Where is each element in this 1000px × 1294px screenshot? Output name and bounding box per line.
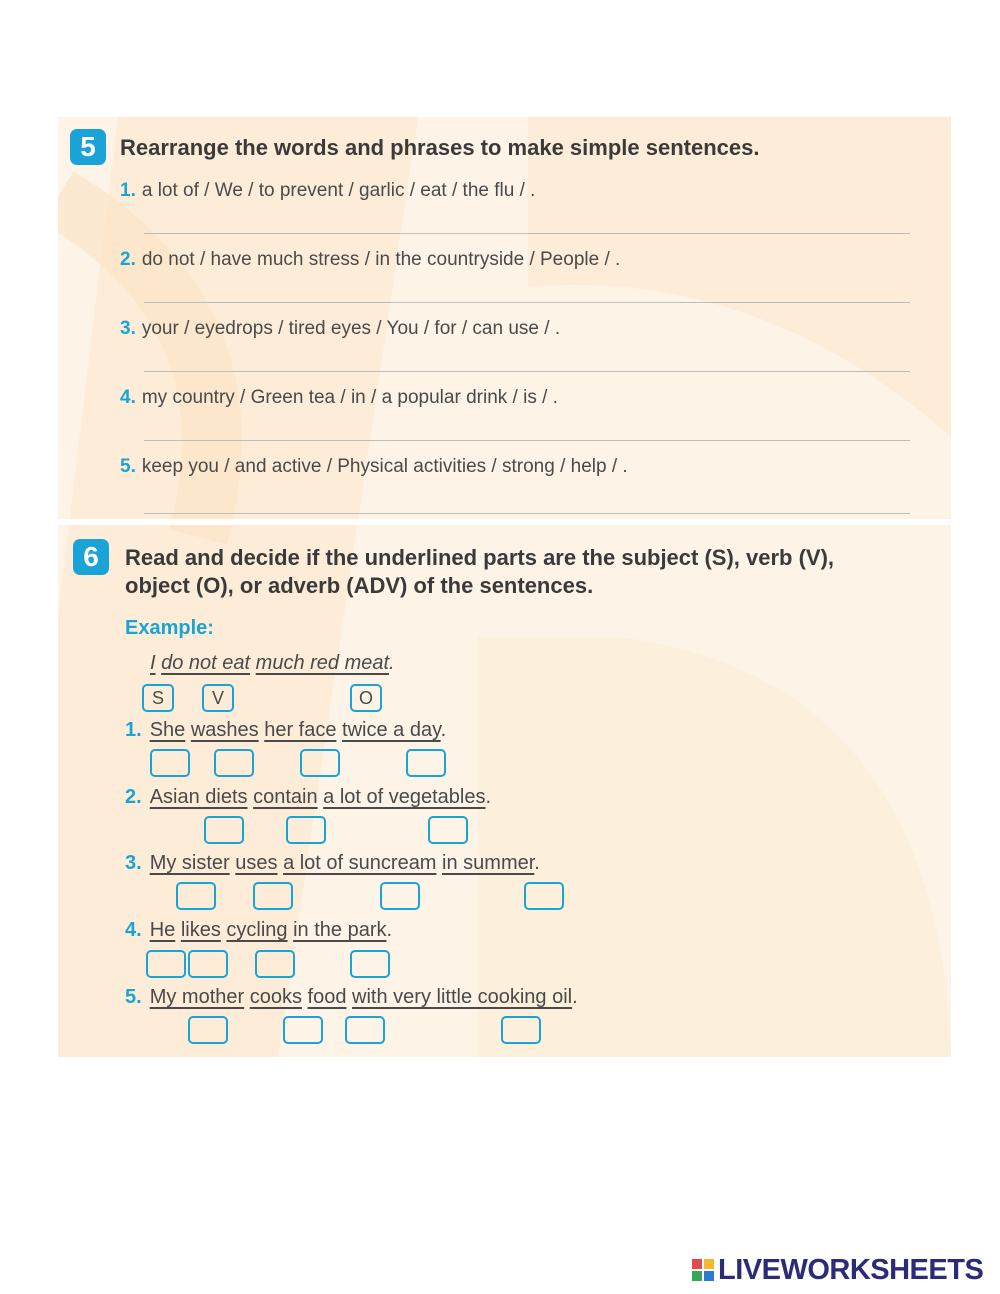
example-sentence [150,652,395,675]
ex5-answer-line-5[interactable] [144,513,910,514]
sentence-number: 4. [125,919,142,941]
s4-answer-box-2[interactable] [188,950,228,978]
ex5-item-1 [120,180,535,202]
sentence-part: He [149,919,176,941]
s2-answer-box-2[interactable] [286,816,326,844]
sentence-period: . [485,786,492,808]
exercise-6-instruction-line-1: Read and decide if the underlined parts are the subject (S), verb (V), [125,545,835,570]
sentence-part: My sister [149,852,230,874]
example-answer-box-2: V [202,684,234,712]
sentence-part: cycling [226,919,288,941]
sentence-part: contain [253,786,318,808]
s1-answer-box-3[interactable] [300,749,340,777]
item-number: 2. [120,249,136,270]
sentence-part: twice a day [342,719,441,741]
s2-answer-box-3[interactable] [428,816,468,844]
exercise-5-instruction: Rearrange the words and phrases to make simple sentences. [120,135,760,160]
s2-answer-box-1[interactable] [204,816,244,844]
item-number: 3. [120,318,136,339]
s4-answer-box-1[interactable] [146,950,186,978]
example-answer-box-1: S [142,684,174,712]
ex6-sentence-1 [125,719,446,742]
exercise-6-instruction-line-2: object (O), or adverb (ADV) of the sentences. [125,573,594,598]
sentence-number: 5. [125,986,142,1008]
ex5-item-2 [120,249,620,271]
s3-answer-box-4[interactable] [524,882,564,910]
sentence-part: cooks [249,986,302,1008]
ex5-answer-line-2[interactable] [144,302,910,303]
item-text: my country / Green tea / in / a popular drink / is / . [141,387,558,408]
sentence-part: She [149,719,186,741]
s5-answer-box-2[interactable] [283,1016,323,1044]
example-period: . [389,652,395,674]
sentence-part: a lot of vegetables [323,786,486,808]
ex6-sentence-2 [125,786,491,809]
example-answer-box-3: O [350,684,382,712]
section-divider [58,519,951,525]
item-text: a lot of / We / to prevent / garlic / eat / the flu / . [141,180,536,201]
sentence-number: 2. [125,786,142,808]
s4-answer-box-3[interactable] [255,950,295,978]
sentence-part: My mother [149,986,245,1008]
ex5-answer-line-4[interactable] [144,440,910,441]
exercise-6-badge: 6 [73,539,109,575]
example-label: Example: [125,617,214,639]
ex5-answer-line-1[interactable] [144,233,910,234]
ex6-sentence-5 [125,986,578,1009]
s1-answer-box-4[interactable] [406,749,446,777]
item-number: 1. [120,180,136,201]
sentence-period: . [534,852,540,874]
s1-answer-box-2[interactable] [214,749,254,777]
liveworksheets-logo[interactable] [692,1252,983,1288]
ex5-answer-line-3[interactable] [144,371,910,372]
sentence-period: . [386,919,393,941]
ex6-sentence-4 [125,919,392,942]
s3-answer-box-1[interactable] [176,882,216,910]
s1-answer-box-1[interactable] [150,749,190,777]
example-part-subject: I [150,652,156,674]
exercise-5-badge: 5 [70,129,106,165]
sentence-part: a lot of suncream [283,852,437,874]
s3-answer-box-3[interactable] [380,882,420,910]
s5-answer-box-1[interactable] [188,1016,228,1044]
s3-answer-box-2[interactable] [253,882,293,910]
sentence-part: in summer [442,852,535,874]
logo-text: LIVEWORKSHEETS [718,1253,984,1286]
sentence-number: 3. [125,852,142,874]
ex5-item-4 [120,387,558,409]
item-text: your / eyedrops / tired eyes / You / for / can use / . [141,318,561,339]
sentence-part: washes [190,719,259,741]
item-number: 5. [120,456,136,477]
sentence-part: her face [264,719,337,741]
sentence-part: in the park [293,919,387,941]
s4-answer-box-4[interactable] [350,950,390,978]
sentence-part: likes [180,919,221,941]
ex6-sentence-3 [125,852,540,875]
s5-answer-box-3[interactable] [345,1016,385,1044]
ex5-item-3 [120,318,560,340]
sentence-part: food [307,986,347,1008]
sentence-period: . [440,719,447,741]
sentence-part: uses [235,852,278,874]
item-text: do not / have much stress / in the countryside / People / . [141,249,621,270]
ex5-item-5 [120,456,628,478]
example-part-object: much red meat [255,652,390,674]
sentence-part: Asian diets [149,786,248,808]
sentence-part: with very little cooking oil [352,986,573,1008]
item-text: keep you / and active / Physical activities / strong / help / . [141,456,628,477]
item-number: 4. [120,387,136,408]
liveworksheets-logo-icon [692,1259,714,1281]
sentence-number: 1. [125,719,142,741]
example-part-verb: do not eat [161,652,251,674]
s5-answer-box-4[interactable] [501,1016,541,1044]
sentence-period: . [572,986,578,1008]
